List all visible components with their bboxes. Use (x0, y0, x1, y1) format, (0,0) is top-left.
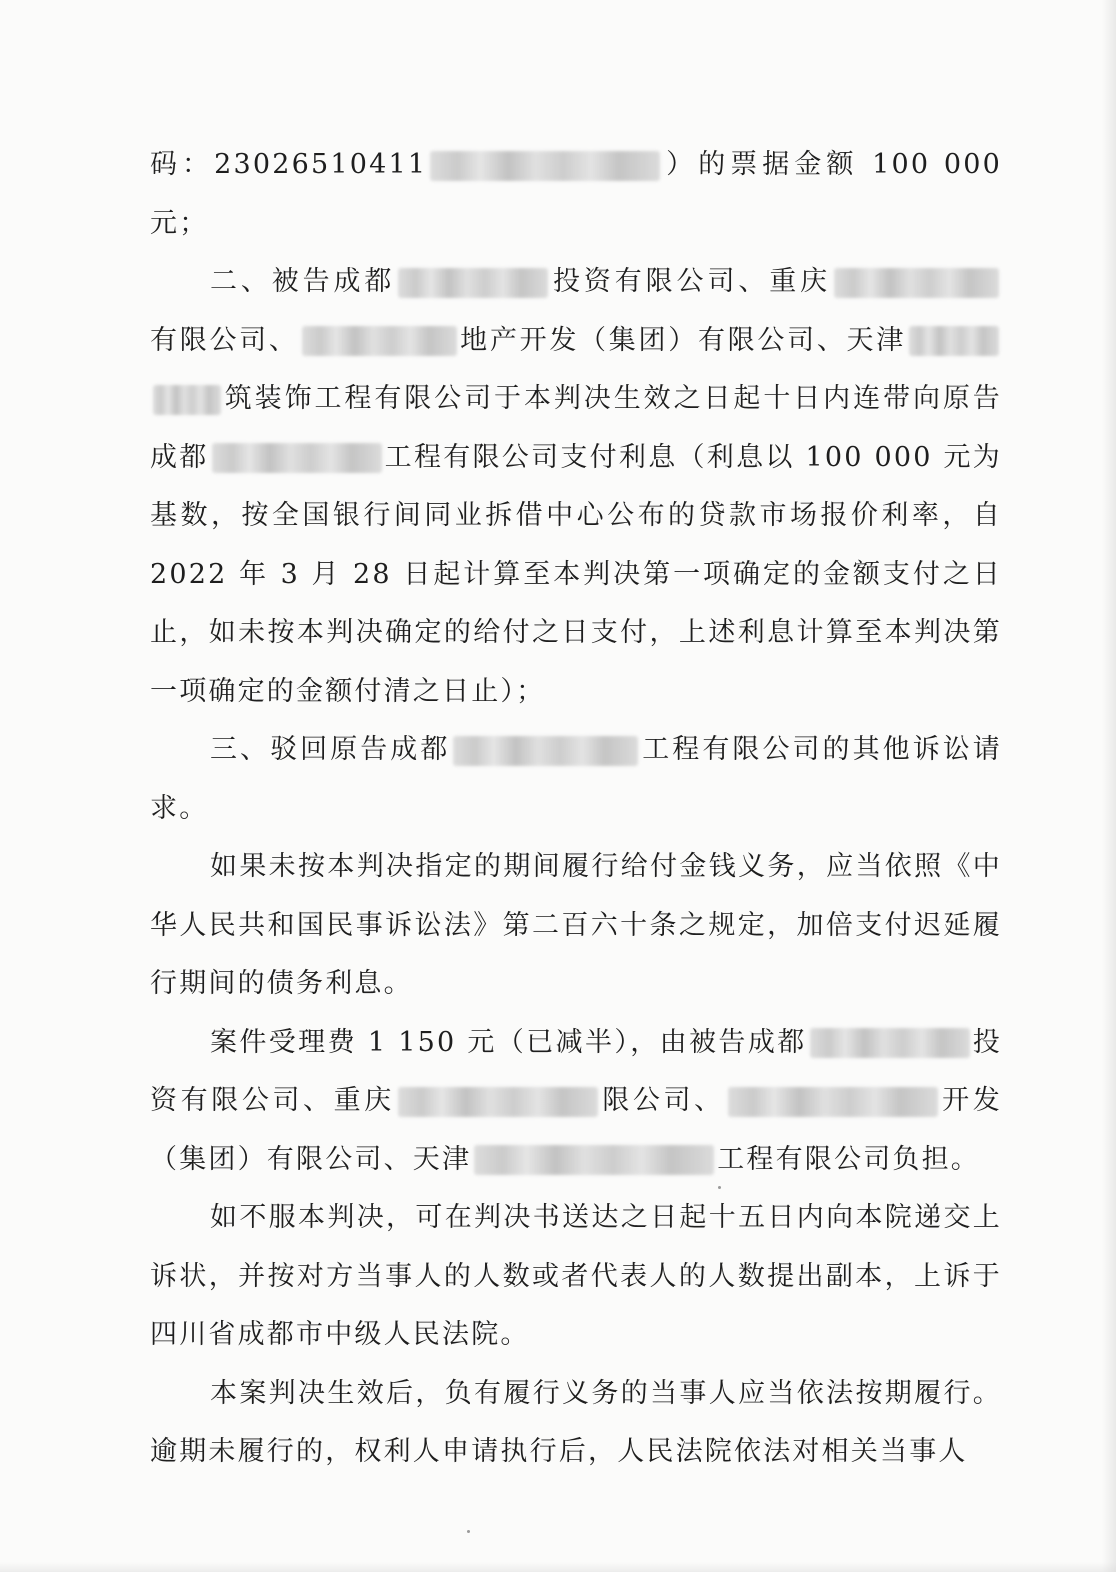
paragraph-text: 如不服本判决，可在判决书送达之日起十五日内向本院递交上诉状，并按对方当事人的人数或者代表人的人数提出副本，上诉于四川省成都市中级人民法院。 (150, 1202, 1002, 1350)
redacted-name-block (810, 1028, 970, 1058)
paragraph-text: 地产开发（集团）有限公司、天津 (459, 324, 907, 356)
paragraph-text: 工程有限公司的其他诉讼请求。 (150, 734, 1002, 824)
paragraph-text: 投资有限公司、重庆 (551, 266, 831, 297)
redacted-name-block (728, 1087, 938, 1117)
redacted-name-block (474, 1145, 714, 1175)
paragraph (150, 1189, 1002, 1365)
paragraph-text: 如果未按本判决指定的期间履行给付金钱义务，应当依照《中华人民共和国民事诉讼法》第二百六十条之规定，加倍支付迟延履行期间的债务利息。 (150, 851, 1002, 999)
paragraph-text: 三、驳回原告成都 (210, 734, 451, 765)
redacted-name-block (153, 385, 221, 415)
redacted-name-block (212, 443, 382, 473)
paragraph-text: 本案判决生效后，负有履行义务的当事人应当依法按期履行。逾期未履行的，权利人申请执行后，人民法院依法对相关当事人 (150, 1377, 1002, 1467)
page-edge-shadow (1102, 0, 1116, 1572)
redacted-name-block (909, 326, 999, 356)
paragraph-text: ）的票据金额 100 000 元； (150, 149, 1002, 239)
paragraph (150, 1014, 1002, 1190)
paragraph-text: 限公司、 (600, 1085, 725, 1116)
redacted-name-block (430, 151, 660, 181)
paragraph-text: 投资有限公司、重庆 (150, 1026, 1003, 1116)
page-bottom-shadow (0, 1562, 1116, 1572)
paragraph (150, 253, 1002, 721)
scan-speck (718, 1186, 721, 1189)
paragraph-text: 有限公司、 (150, 324, 299, 356)
judgment-text-body (150, 136, 1002, 1482)
paragraph (150, 838, 1002, 1014)
paragraph-text: 工程有限公司支付利息（利息以 100 000 元为基数，按全国银行间同业拆借中心公布的贷款市场报价利率，自 2022 年 3 月 28 日起计算至本判决第一项确定的金额支付之日止，如未按本判决确定的给付之日支付，上述利息计算至本判决第一项确定的金额付清之日止）； (150, 441, 1002, 707)
paragraph-text: 案件受理费 1 150 元（已减半），由被告成都 (210, 1026, 807, 1058)
paragraph (150, 721, 1002, 838)
redacted-name-block (834, 268, 999, 298)
redacted-name-block (302, 326, 457, 356)
paragraph-text: 筑装饰工程有限公司于本判决生效之日起十日内连带向原告成都 (150, 383, 1002, 473)
redacted-name-block (453, 736, 638, 766)
paragraph-text: 开发（集团）有限公司、天津 (150, 1085, 1002, 1175)
redacted-name-block (398, 1087, 598, 1117)
scan-speck (467, 1530, 470, 1533)
paragraph-text: 码：23026510411 (150, 149, 428, 180)
paragraph-text: 二、被告成都 (210, 266, 396, 297)
paragraph-text: 工程有限公司负担。 (717, 1143, 981, 1175)
redacted-name-block (398, 268, 548, 298)
paragraph (150, 136, 1002, 253)
paragraph (150, 1365, 1002, 1482)
